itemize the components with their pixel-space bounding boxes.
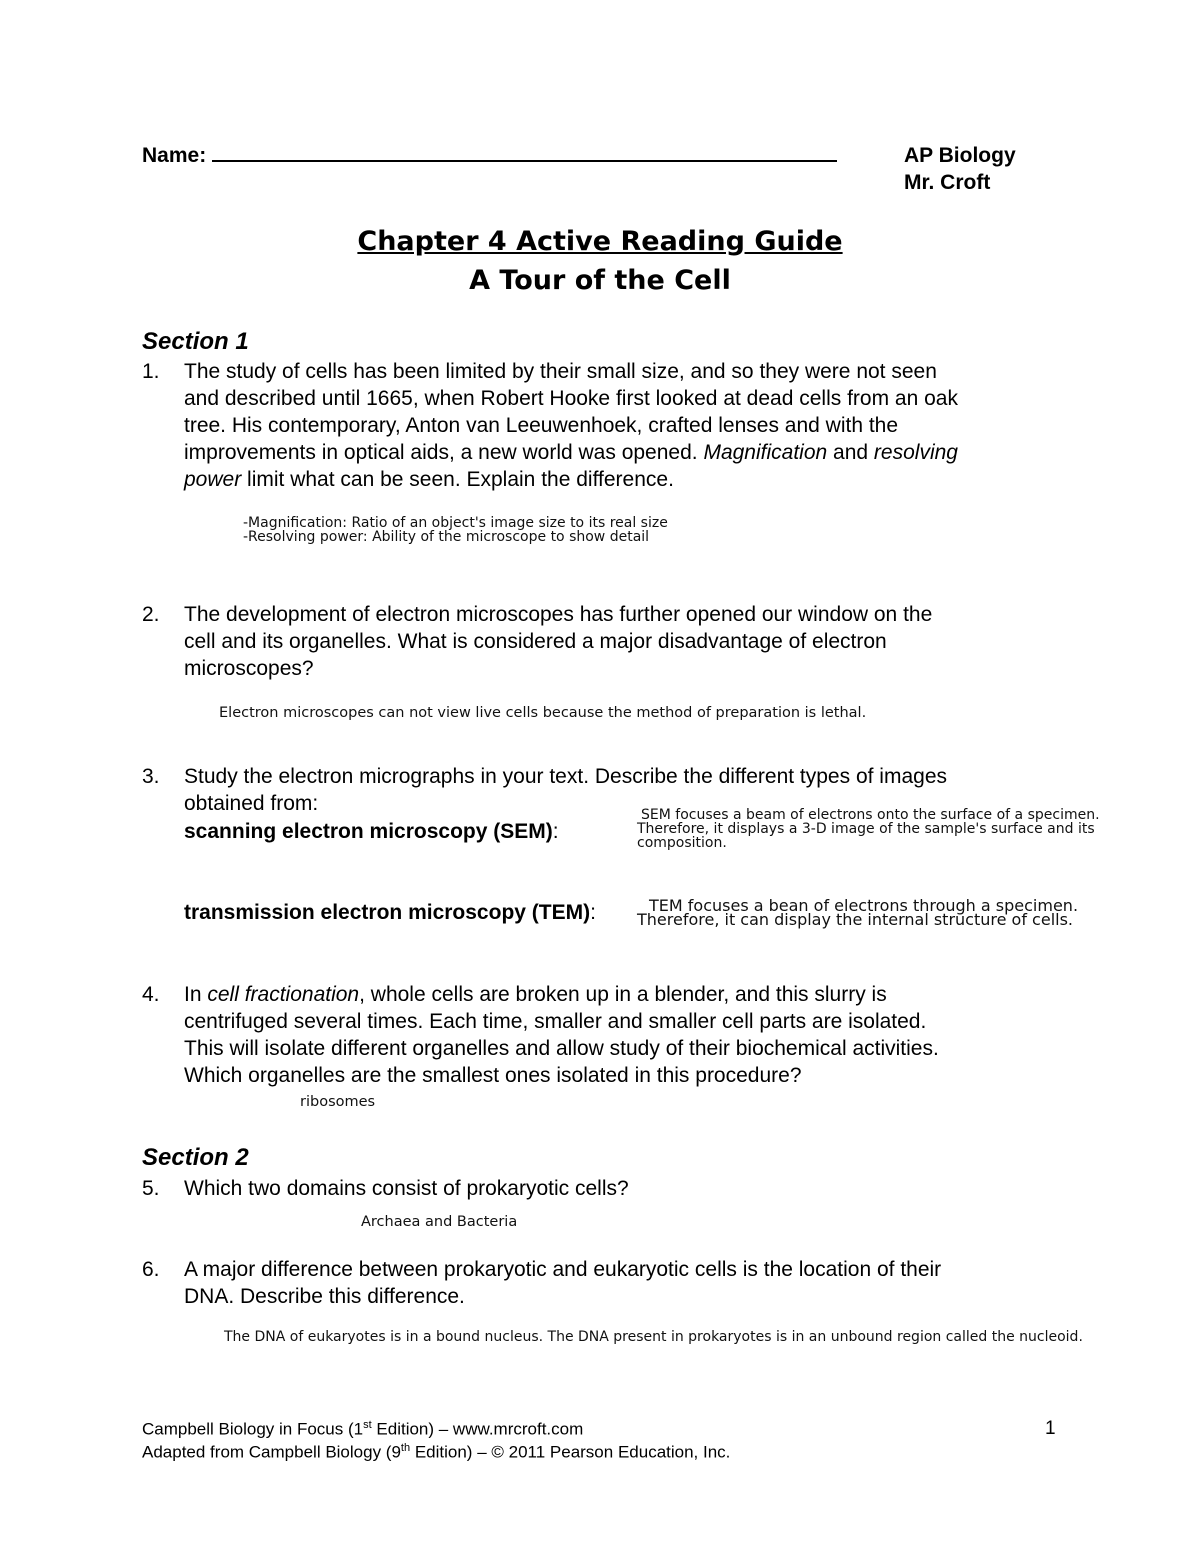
page-subtitle: A Tour of the Cell <box>469 265 731 296</box>
question-5-number: 5. <box>142 1177 160 1200</box>
question-6-line: A major difference between prokaryotic and eukaryotic cells is the location of their <box>184 1258 942 1281</box>
question-4-number: 4. <box>142 983 160 1006</box>
term-resolving: resolving <box>873 441 958 464</box>
footer-line-2 <box>142 1437 730 1464</box>
tem-label: transmission electron microscopy (TEM) <box>184 901 591 924</box>
footer-text: Edition) – © 2011 Pearson Education, Inc. <box>410 1442 731 1462</box>
question-2-line: The development of electron microscopes has further opened our window on the <box>184 603 933 626</box>
footer-superscript: st <box>363 1419 372 1431</box>
tem-colon: : <box>590 901 596 924</box>
question-2-line: cell and its organelles. What is considered a major disadvantage of electron <box>184 630 887 653</box>
question-1-line <box>184 466 674 493</box>
question-3-line: Study the electron micrographs in your text. Describe the different types of images <box>184 765 947 788</box>
answer-tem: Therefore, it can display the internal structure of cells. <box>637 910 1073 929</box>
name-field <box>142 142 837 169</box>
name-blank-line[interactable] <box>212 142 837 162</box>
question-4-line: Which organelles are the smallest ones isolated in this procedure? <box>184 1064 802 1087</box>
footer-text: Edition) – www.mrcroft.com <box>371 1419 584 1439</box>
sem-colon: : <box>552 820 559 843</box>
question-4-line: centrifuged several times. Each time, smaller and smaller cell parts are isolated. <box>184 1010 927 1033</box>
answer-sem: SEM focuses a beam of electrons onto the surface of a specimen. <box>641 807 1100 823</box>
question-5-line: Which two domains consist of prokaryotic cells? <box>184 1177 629 1200</box>
question-6-line: DNA. Describe this difference. <box>184 1285 465 1308</box>
footer-text: Campbell Biology in Focus (1 <box>142 1419 364 1439</box>
footer-superscript: th <box>400 1442 411 1454</box>
question-4-line <box>184 981 887 1008</box>
question-3-line: obtained from: <box>184 792 319 815</box>
page-number: 1 <box>1045 1418 1056 1439</box>
question-1-line: and described until 1665, when Robert Hooke first looked at dead cells from an oak <box>184 387 958 410</box>
question-4-text: In <box>184 983 202 1006</box>
question-1-line: tree. His contemporary, Anton van Leeuwenhoek, crafted lenses and with the <box>184 414 899 437</box>
term-power: power <box>184 468 242 491</box>
question-6-number: 6. <box>142 1258 160 1281</box>
sem-label-line <box>184 818 559 845</box>
question-4-line: This will isolate different organelles and allow study of their biochemical activities. <box>184 1037 939 1060</box>
sem-label: scanning electron microscopy (SEM) <box>184 820 553 843</box>
answer-5: Archaea and Bacteria <box>361 1214 518 1230</box>
question-1-number: 1. <box>142 360 160 383</box>
answer-tem: TEM focuses a bean of electrons through a specimen. <box>649 896 1079 915</box>
term-magnification: Magnification <box>703 441 828 464</box>
teacher-name: Mr. Croft <box>904 171 991 194</box>
question-4-text: , whole cells are broken up in a blender, and this slurry is <box>359 983 887 1006</box>
page-title: Chapter 4 Active Reading Guide <box>357 226 843 257</box>
answer-6: The DNA of eukaryotes is in a bound nucleus. The DNA present in prokaryotes is in an unbound region called the nucleoid. <box>224 1329 1083 1345</box>
course-name: AP Biology <box>904 144 1016 167</box>
question-1-text: improvements in optical aids, a new world was opened. <box>184 441 698 464</box>
footer-text: Adapted from Campbell Biology (9 <box>142 1442 401 1462</box>
name-label: Name: <box>142 144 207 167</box>
answer-1-magnification: -Magnification: Ratio of an object's image size to its real size <box>243 515 668 531</box>
question-1-text: limit what can be seen. Explain the difference. <box>247 468 674 491</box>
answer-2: Electron microscopes can not view live cells because the method of preparation is lethal. <box>219 705 867 721</box>
question-1-text: and <box>833 441 869 464</box>
section-1-heading: Section 1 <box>142 328 249 355</box>
term-cell-fractionation: cell fractionation <box>207 983 360 1006</box>
question-2-number: 2. <box>142 603 160 626</box>
answer-1-resolving-power: -Resolving power: Ability of the microscope to show detail <box>243 529 650 545</box>
section-2-heading: Section 2 <box>142 1144 249 1171</box>
answer-4: ribosomes <box>300 1094 376 1110</box>
answer-sem: composition. <box>637 835 727 851</box>
question-2-line: microscopes? <box>184 657 314 680</box>
question-1-line <box>184 439 958 466</box>
question-1-line: The study of cells has been limited by their small size, and so they were not seen <box>184 360 937 383</box>
question-3-number: 3. <box>142 765 160 788</box>
tem-label-line <box>184 899 596 926</box>
answer-sem: Therefore, it displays a 3-D image of the sample's surface and its <box>637 821 1095 837</box>
